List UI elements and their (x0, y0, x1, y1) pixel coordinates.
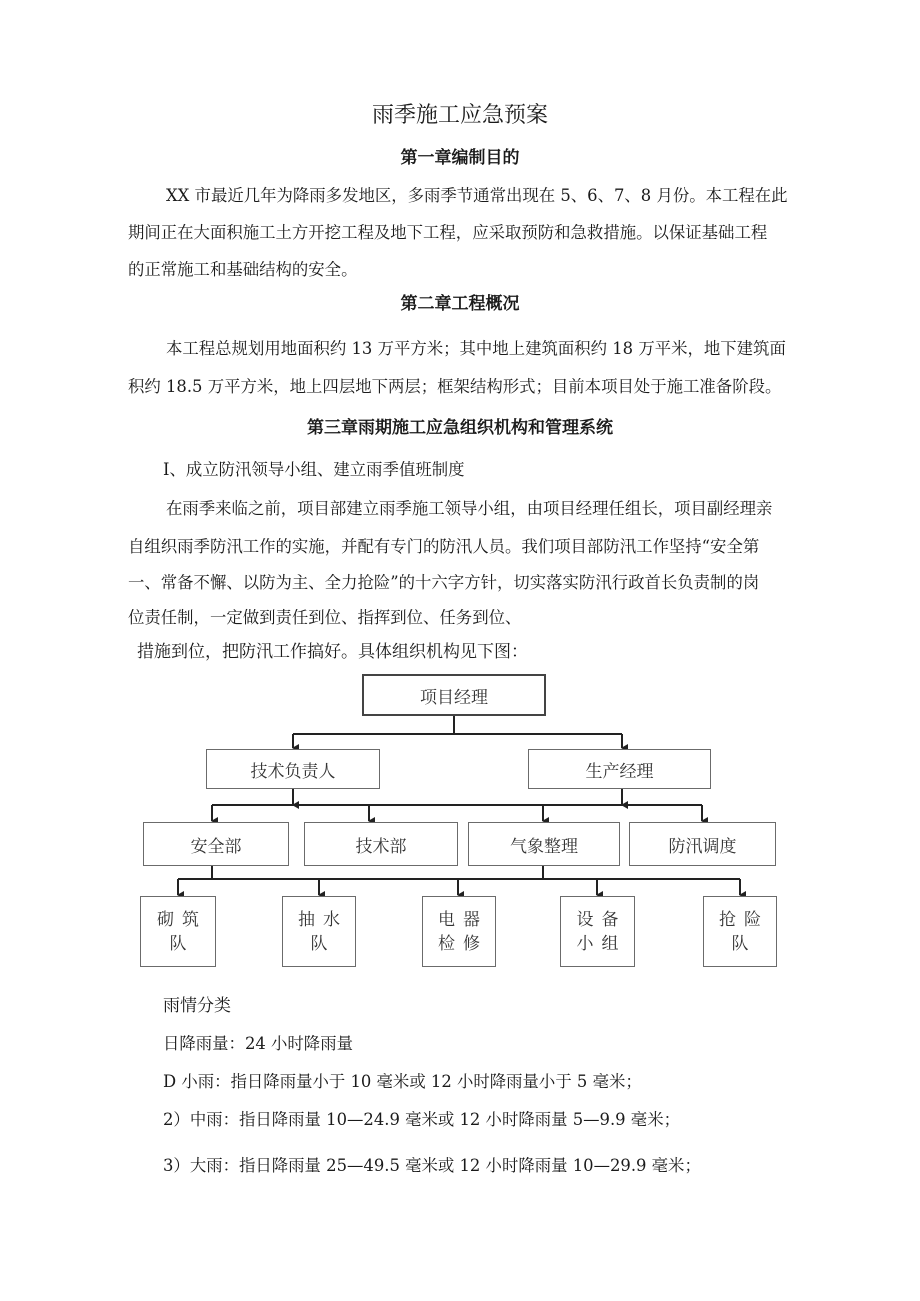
org-box-safety-dept: 安全部 (143, 822, 289, 866)
rain-item: 3）大雨：指日降雨量 25—49.5 毫米或 12 小时降雨量 10—29.9 毫米； (163, 1156, 701, 1175)
chapter-2-line: 积约 18.5 万平方米，地上四层地下两层；框架结构形式；目前本项目处于施工准备阶段。 (128, 377, 782, 396)
chapter-2-heading: 第二章工程概况 (400, 294, 520, 314)
org-box-project-manager: 项目经理 (362, 674, 546, 716)
org-box-electrical-repair: 电器检修 (422, 896, 496, 967)
rain-item: 2）中雨：指日降雨量 10—24.9 毫米或 12 小时降雨量 5—9.9 毫米； (163, 1110, 680, 1129)
org-box-flood-dispatch: 防汛调度 (629, 822, 776, 866)
chapter-3-line: 措施到位，把防汛工作搞好。具体组织机构见下图： (137, 642, 528, 662)
org-box-pumping-team: 抽水队 (282, 896, 356, 967)
org-box-weather: 气象整理 (468, 822, 620, 866)
org-box-masonry-team: 砌筑队 (140, 896, 216, 967)
org-box-technical-lead: 技术负责人 (206, 749, 380, 789)
chapter-1-heading: 第一章编制目的 (400, 148, 520, 168)
chapter-3-subheading: I、成立防汛领导小组、建立雨季值班制度 (163, 460, 465, 479)
document-title: 雨季施工应急预案 (371, 103, 548, 128)
org-box-production-manager: 生产经理 (528, 749, 711, 789)
chapter-1-line: XX 市最近几年为降雨多发地区，多雨季节通常出现在 5、6、7、8 月份。本工程在此 (166, 186, 788, 205)
chapter-3-heading: 第三章雨期施工应急组织机构和管理系统 (307, 418, 613, 438)
chapter-3-line: 自组织雨季防汛工作的实施，并配有专门的防汛人员。我们项目部防汛工作坚持“安全第 (128, 537, 760, 556)
rain-heading: 雨情分类 (163, 996, 231, 1016)
rain-item: D 小雨：指日降雨量小于 10 毫米或 12 小时降雨量小于 5 毫米； (163, 1072, 642, 1091)
rain-daily-definition: 日降雨量：24 小时降雨量 (163, 1034, 353, 1053)
chapter-2-line: 本工程总规划用地面积约 13 万平方米；其中地上建筑面积约 18 万平米，地下建筑面 (166, 339, 786, 358)
chapter-3-line: 位责任制，一定做到责任到位、指挥到位、任务到位、 (128, 608, 522, 627)
chapter-3-line: 在雨季来临之前，项目部建立雨季施工领导小组，由项目经理任组长，项目副经理亲 (166, 499, 773, 518)
chapter-1-line: 的正常施工和基础结构的安全。 (128, 260, 358, 279)
chapter-3-line: 一、常备不懈、以防为主、全力抢险”的十六字方针，切实落实防汛行政首长负责制的岗 (128, 573, 760, 592)
org-box-rescue-team: 抢险队 (703, 896, 777, 967)
org-box-technical-dept: 技术部 (304, 822, 458, 866)
chapter-1-line: 期间正在大面积施工土方开挖工程及地下工程，应采取预防和急救措施。以保证基础工程 (128, 223, 768, 242)
org-box-equipment-group: 设备小组 (560, 896, 635, 967)
